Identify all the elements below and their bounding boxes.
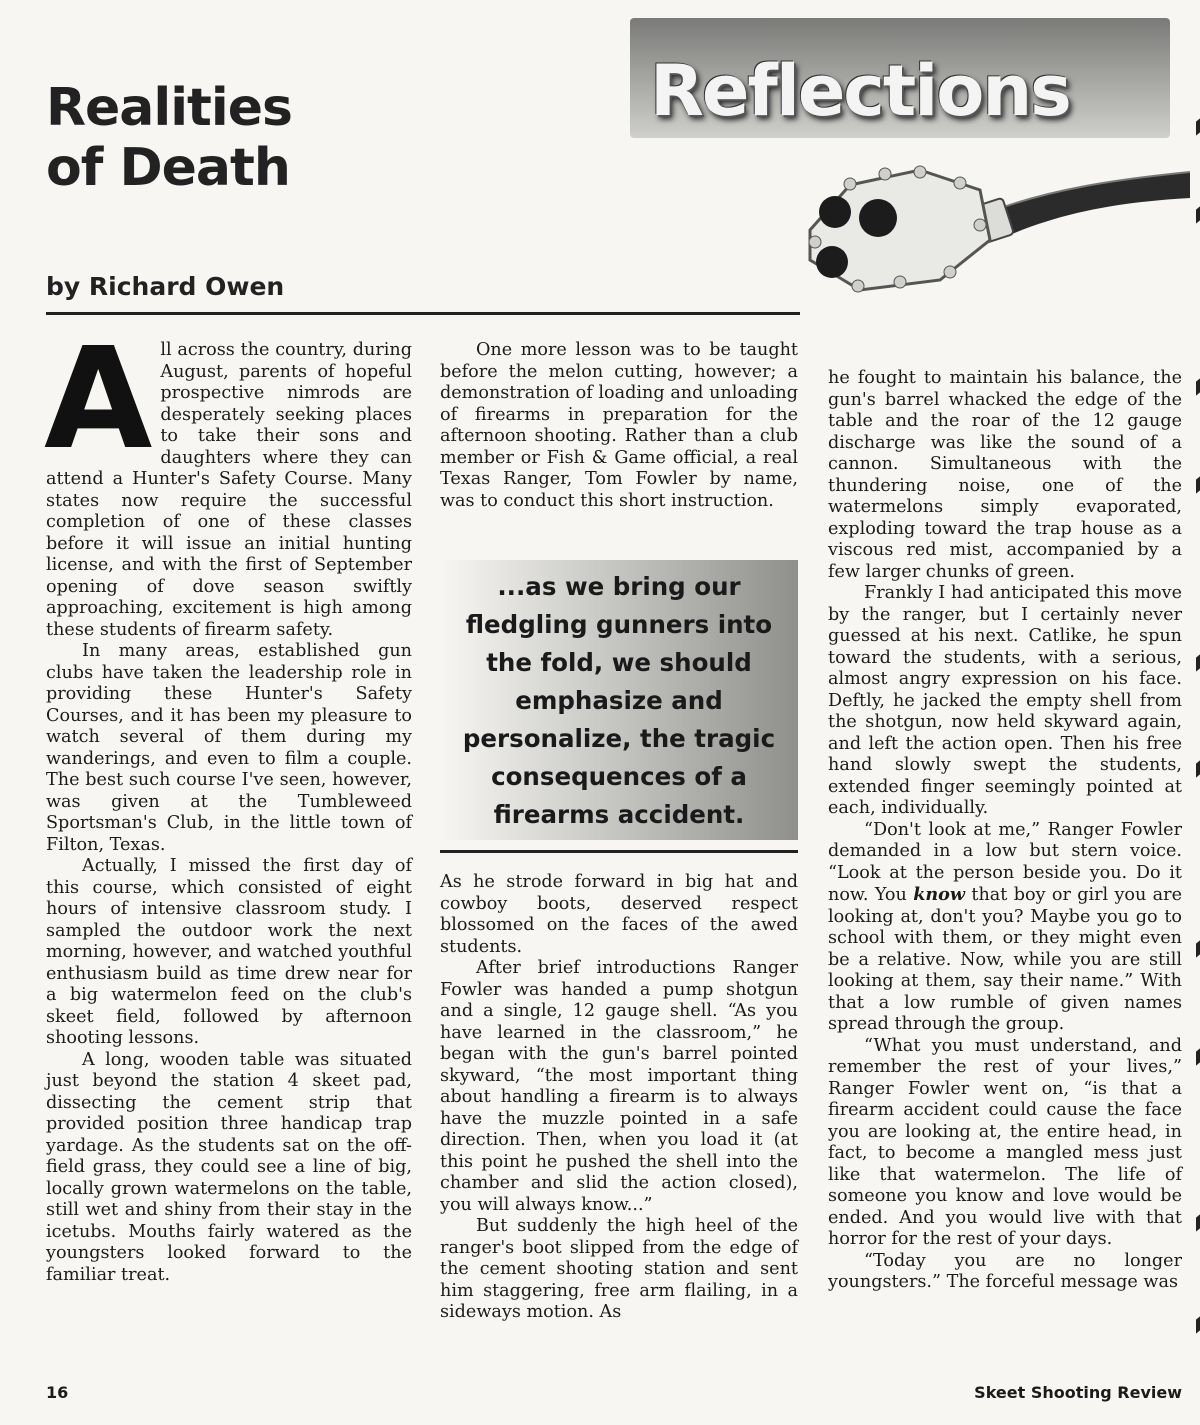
page-number: 16	[46, 1383, 69, 1402]
paragraph: “Today you are no longer youngsters.” The forceful message was	[828, 1250, 1182, 1292]
paragraph: But suddenly the high heel of the ranger's boot slipped from the edge of the cement shooting station and sent him staggering, free arm flailing, in a sideways motion. As	[440, 1216, 798, 1322]
edge-mark	[1196, 1214, 1200, 1231]
column-2-top	[440, 340, 798, 512]
paragraph	[828, 820, 1182, 1036]
paragraph: ll across the country, during August, parents of hopeful prospective nimrods are desperately seeking places to take their sons and daughters where they can attend a Hunter's Safety Course. Many states now require the successful completion of one of these classes before it will issue an initial hunting license, and with the first of September opening of dove season swiftly approaching, excitement is high among these students of firearm safety.	[46, 340, 412, 640]
edge-mark	[1196, 1316, 1200, 1333]
title-line-1: Realities	[46, 78, 292, 138]
text-run: that boy or girl you are looking at, don't you? Maybe you go to school with them, or they might even be a relative. Now, while you are still looking at them, say their name.” With that a low rumble of given names spread through the group.	[828, 885, 1182, 1034]
drop-cap: A	[44, 318, 153, 481]
text-run: “Don't look at me,” Ranger Fowler demanded in a low but stern voice. “Look at the person beside you. Do it now. You	[828, 819, 1182, 905]
title-rule	[46, 312, 800, 315]
paragraph: In many areas, established gun clubs have taken the leadership role in providing these Hunter's Safety Courses, and it has been my pleasure to watch several of them during my wanderings, and even to film a couple. The best such course I've seen, however, was given at the Tumbleweed Sportsman's Club, in the little town of Filton, Texas.	[46, 641, 412, 855]
edge-mark	[1196, 378, 1200, 395]
edge-mark	[1196, 206, 1200, 223]
edge-mark	[1196, 476, 1200, 493]
edge-mark	[1196, 118, 1200, 135]
paragraph: Actually, I missed the first day of this course, which consisted of eight hours of intensive classroom study. I sampled the outdoor work the next morning, however, and watched youthful enthusiasm build as time drew near for a big watermelon feed on the club's skeet field, followed by afternoon shooting lessons.	[46, 856, 412, 1048]
choke-tube-illustration	[790, 150, 1190, 310]
article-title	[46, 78, 292, 198]
paragraph: A long, wooden table was situated just beyond the station 4 skeet pad, dissecting the cement strip that provided position three handicap trap yardage. As the students sat on the off-field grass, they could see a line of big, locally grown watermelons on the table, still wet and shiny from their stay in the icetubs. Mouths fairly watered as the youngsters looked forward to the familiar treat.	[46, 1049, 412, 1285]
edge-mark	[1196, 760, 1200, 777]
edge-mark	[1196, 1048, 1200, 1065]
pull-quote	[440, 560, 798, 852]
edge-mark	[1196, 654, 1200, 671]
paragraph: “What you must understand, and remember the rest of your lives,” Ranger Fowler went on, “is that a firearm accident could cause the face you are looking at, the entire head, in fact, to become a mangled mess just like that watermelon. The life of someone you know and love would be ended. And you would live with that horror for the rest of your days.	[828, 1035, 1182, 1249]
column-1	[44, 318, 412, 1286]
reflections-banner: Reflections	[650, 50, 1070, 132]
paragraph: As he strode forward in big hat and cowboy boots, deserved respect blossomed on the faces of the awed students.	[440, 872, 798, 957]
paragraph: Frankly I had anticipated this move by the ranger, but I certainly never guessed at his next. Catlike, he spun toward the students, with a serious, almost angry expression on his face. Deftly, he jacked the empty shell from the shotgun, now held skyward again, and left the action open. Then his free hand slowly swept the students, extended finger seemingly pointed at each, individually.	[828, 583, 1182, 818]
paragraph: he fought to maintain his balance, the gun's barrel whacked the edge of the table and the roar of the 12 gauge discharge was like the sound of a cannon. Simultaneous with the thundering noise, one of the watermelons simply evaporated, exploding toward the trap house as a viscous red mist, accompanied by a few larger chunks of green.	[828, 368, 1182, 582]
pull-quote-rule	[440, 850, 798, 853]
emphasis: know	[913, 884, 966, 905]
column-3	[828, 368, 1182, 1294]
pull-quote-text: ...as we bring our fledgling gunners into the fold, we should emphasize and personalize, the tragic consequences of a firearms accident.	[462, 572, 776, 829]
edge-mark	[1196, 940, 1200, 957]
paragraph: One more lesson was to be taught before the melon cutting, however; a demonstration of loading and unloading of firearms in preparation for the afternoon shooting. Rather than a club member or Fish & Game official, a real Texas Ranger, Tom Fowler by name, was to conduct this short instruction.	[440, 340, 798, 511]
byline: by Richard Owen	[46, 272, 285, 301]
paragraph: After brief introductions Ranger Fowler was handed a pump shotgun and a single, 12 gauge shell. “As you have learned in the classroom,” he began with the gun's barrel pointed skyward, “the most important thing about handling a firearm is to always have the muzzle pointed in a safe direction. Then, when you load it (at this point he pushed the shell into the chamber and slid the action closed), you will always know...”	[440, 958, 798, 1215]
column-2-bottom	[440, 872, 798, 1324]
title-line-2: of Death	[46, 138, 290, 198]
magazine-name: Skeet Shooting Review	[974, 1383, 1182, 1402]
